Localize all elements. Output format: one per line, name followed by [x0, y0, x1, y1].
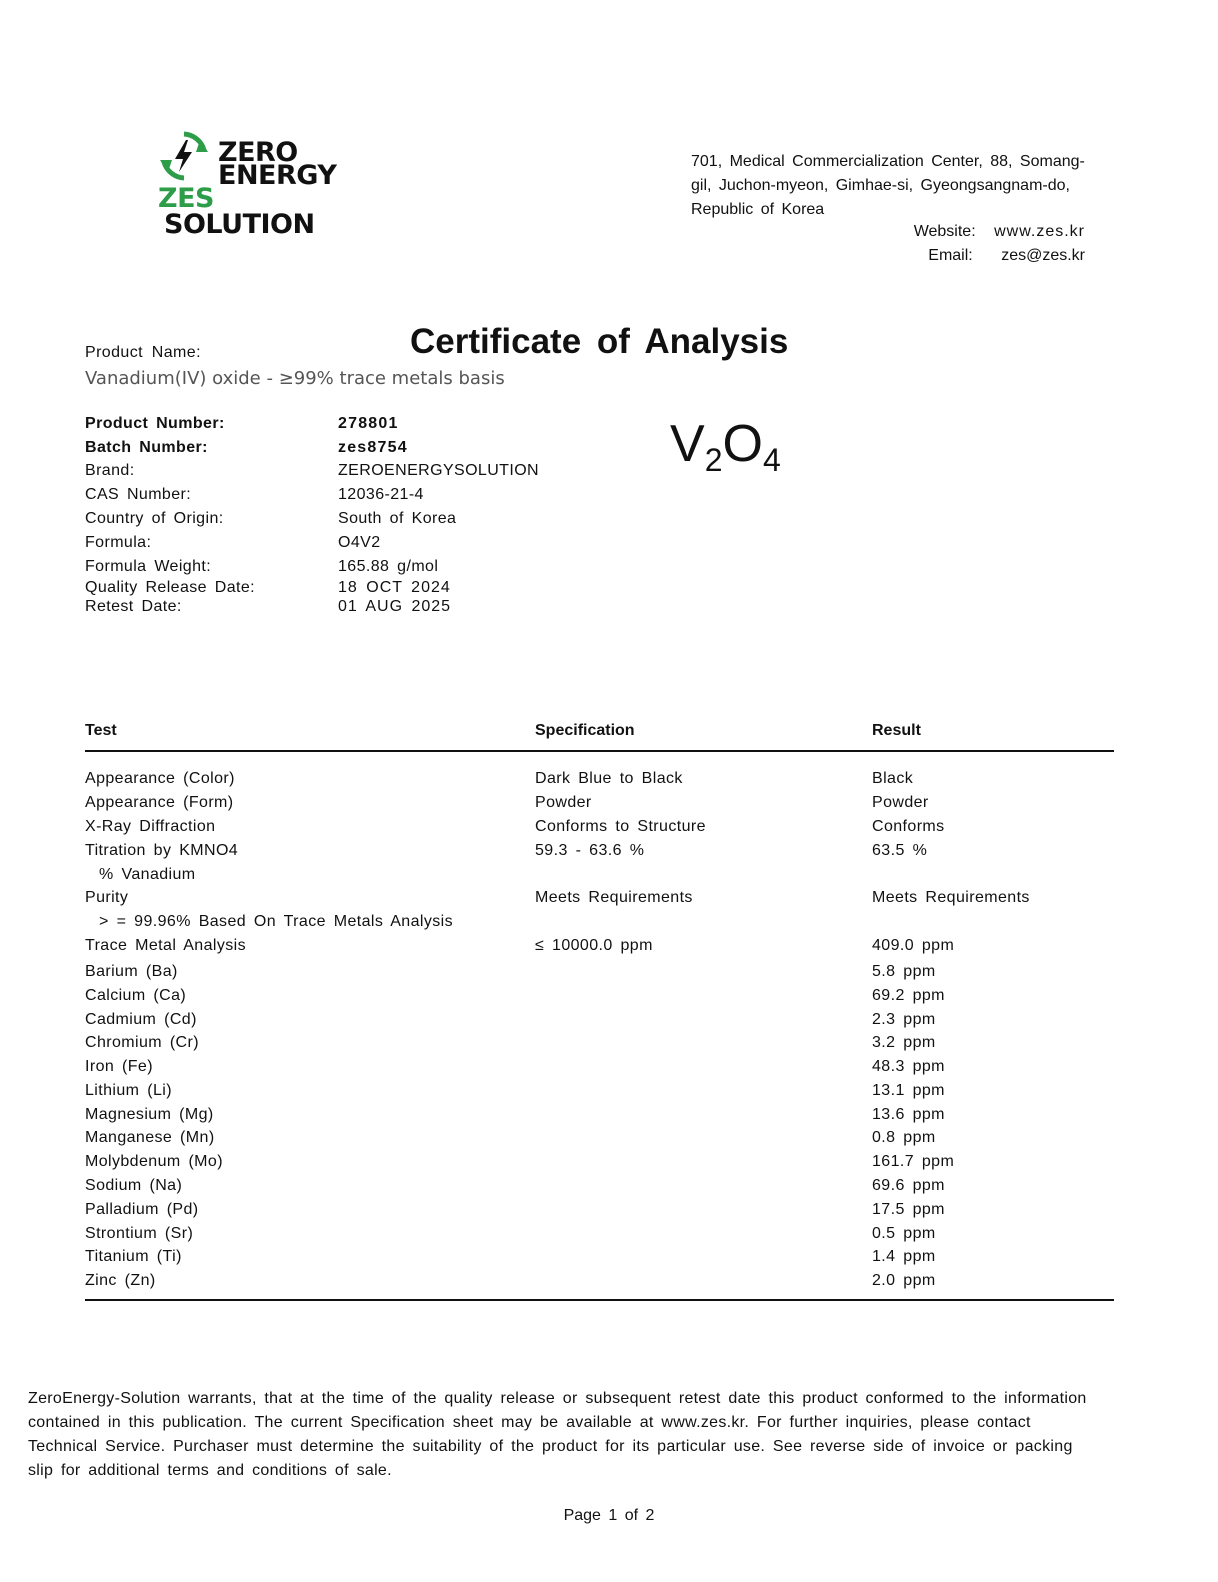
company-address	[691, 150, 1091, 222]
spec-cell: Dark Blue to Black	[535, 770, 683, 787]
logo-zero: ZERO	[218, 137, 298, 168]
test-cell: Strontium (Sr)	[85, 1225, 194, 1242]
result-cell: 5.8 ppm	[872, 963, 936, 980]
result-cell: Conforms	[872, 818, 945, 835]
spec-cell: ≤ 10000.0 ppm	[535, 937, 653, 954]
result-cell: 3.2 ppm	[872, 1034, 936, 1051]
formula-o: O	[722, 415, 763, 473]
logo-solution: SOLUTION	[164, 209, 315, 240]
website-label: Website:	[913, 223, 976, 240]
disclaimer-line: slip for additional terms and conditions of sale.	[28, 1462, 392, 1479]
result-cell: 63.5 %	[872, 842, 928, 859]
result-cell: 161.7 ppm	[872, 1153, 955, 1170]
result-cell: 0.5 ppm	[872, 1225, 936, 1242]
info-value: 278801	[338, 414, 399, 432]
info-label: Country of Origin:	[85, 510, 224, 528]
test-cell: X-Ray Diffraction	[85, 818, 216, 835]
spec-cell: Conforms to Structure	[535, 818, 706, 835]
info-label: Brand:	[85, 462, 135, 480]
formula-sub-1: 2	[704, 442, 723, 478]
info-value: ZEROENERGYSOLUTION	[338, 462, 540, 480]
info-row	[85, 507, 585, 531]
result-cell: Black	[872, 770, 914, 787]
info-value: 18 OCT 2024	[338, 579, 451, 597]
result-cell: Powder	[872, 794, 929, 811]
disclaimer-line: Technical Service. Purchaser must determine the suitability of the product for its particular use. See reverse side of invoice or packing	[28, 1438, 1073, 1455]
info-label: Product Number:	[85, 414, 225, 432]
test-cell: Appearance (Color)	[85, 770, 235, 787]
test-cell: Magnesium (Mg)	[85, 1106, 214, 1123]
column-header-result: Result	[872, 722, 921, 739]
info-label: Retest Date:	[85, 598, 182, 616]
info-value: O4V2	[338, 533, 381, 551]
test-cell: Manganese (Mn)	[85, 1129, 215, 1146]
info-label: Formula:	[85, 533, 152, 551]
result-cell: 2.0 ppm	[872, 1272, 936, 1289]
info-value: 12036-21-4	[338, 486, 424, 504]
info-label: Batch Number:	[85, 438, 208, 456]
info-value: 165.88 g/mol	[338, 557, 439, 575]
info-row	[85, 555, 585, 579]
product-info-table	[85, 412, 585, 617]
info-row	[85, 436, 585, 460]
result-cell: 0.8 ppm	[872, 1129, 936, 1146]
info-value: zes8754	[338, 438, 408, 456]
result-cell: 409.0 ppm	[872, 937, 955, 954]
test-cell: Iron (Fe)	[85, 1058, 153, 1075]
info-value: 01 AUG 2025	[338, 598, 452, 616]
email-row	[928, 247, 1085, 265]
disclaimer-line: ZeroEnergy-Solution warrants, that at the time of the quality release or subsequent retest date this product conformed to the information	[28, 1390, 1087, 1407]
email-label: Email:	[928, 247, 973, 264]
disclaimer-line: contained in this publication. The current Specification sheet may be available at www.zes.kr. For further inquiries, please contact	[28, 1414, 1031, 1431]
test-cell: Palladium (Pd)	[85, 1201, 199, 1218]
test-cell: Purity	[85, 889, 129, 906]
logo-zes: ZES	[158, 183, 214, 214]
lightning-recycle-icon	[158, 130, 210, 182]
page-number: Page 1 of 2	[563, 1507, 655, 1524]
test-cell: Cadmium (Cd)	[85, 1011, 197, 1028]
address-line-3: Republic of Korea	[691, 201, 825, 218]
chemical-formula	[670, 414, 781, 479]
test-cell: Titanium (Ti)	[85, 1248, 182, 1265]
formula-v: V	[670, 415, 705, 473]
test-cell: Titration by KMNO4	[85, 842, 239, 859]
test-cell: Appearance (Form)	[85, 794, 234, 811]
info-label: Quality Release Date:	[85, 579, 256, 597]
result-cell: 69.6 ppm	[872, 1177, 945, 1194]
table-footer-rule	[85, 1299, 1114, 1301]
info-row	[85, 483, 585, 507]
result-cell: 13.6 ppm	[872, 1106, 945, 1123]
result-cell: 48.3 ppm	[872, 1058, 945, 1075]
result-cell: 17.5 ppm	[872, 1201, 945, 1218]
test-cell: Lithium (Li)	[85, 1082, 172, 1099]
test-subnote: > = 99.96% Based On Trace Metals Analysis	[99, 913, 454, 930]
spec-cell: Powder	[535, 794, 592, 811]
info-row	[85, 598, 585, 617]
test-cell: Chromium (Cr)	[85, 1034, 199, 1051]
company-logo	[158, 130, 363, 240]
table-header-rule	[85, 750, 1114, 752]
document-title: Certificate of Analysis	[410, 322, 789, 361]
result-cell: Meets Requirements	[872, 889, 1030, 906]
info-label: CAS Number:	[85, 486, 192, 504]
website-value: www.zes.kr	[994, 223, 1085, 240]
product-name-value: Vanadium(IV) oxide - ≥99% trace metals basis	[85, 368, 505, 389]
spec-cell: Meets Requirements	[535, 889, 693, 906]
info-row	[85, 412, 585, 436]
email-value: zes@zes.kr	[1001, 247, 1085, 264]
test-cell: Calcium (Ca)	[85, 987, 187, 1004]
column-header-specification: Specification	[535, 722, 635, 739]
address-line-1: 701, Medical Commercialization Center, 88, Somang-	[691, 153, 1085, 170]
logo-energy: ENERGY	[218, 160, 337, 191]
warranty-disclaimer	[28, 1387, 1108, 1483]
column-header-test: Test	[85, 722, 117, 739]
spec-cell: 59.3 - 63.6 %	[535, 842, 645, 859]
result-cell: 1.4 ppm	[872, 1248, 936, 1265]
test-cell: Zinc (Zn)	[85, 1272, 156, 1289]
info-label: Formula Weight:	[85, 557, 212, 575]
info-value: South of Korea	[338, 510, 457, 528]
result-cell: 2.3 ppm	[872, 1011, 936, 1028]
result-cell: 13.1 ppm	[872, 1082, 945, 1099]
info-row	[85, 531, 585, 555]
test-cell: Trace Metal Analysis	[85, 937, 247, 954]
formula-sub-2: 4	[762, 442, 781, 478]
test-cell: Barium (Ba)	[85, 963, 178, 980]
result-cell: 69.2 ppm	[872, 987, 945, 1004]
website-row	[914, 223, 1085, 241]
test-cell: Molybdenum (Mo)	[85, 1153, 223, 1170]
test-subnote: % Vanadium	[99, 866, 196, 883]
test-cell: Sodium (Na)	[85, 1177, 183, 1194]
address-line-2: gil, Juchon-myeon, Gimhae-si, Gyeongsangnam-do,	[691, 177, 1070, 194]
product-name-label: Product Name:	[85, 344, 201, 361]
info-row	[85, 579, 585, 598]
info-row	[85, 460, 585, 484]
